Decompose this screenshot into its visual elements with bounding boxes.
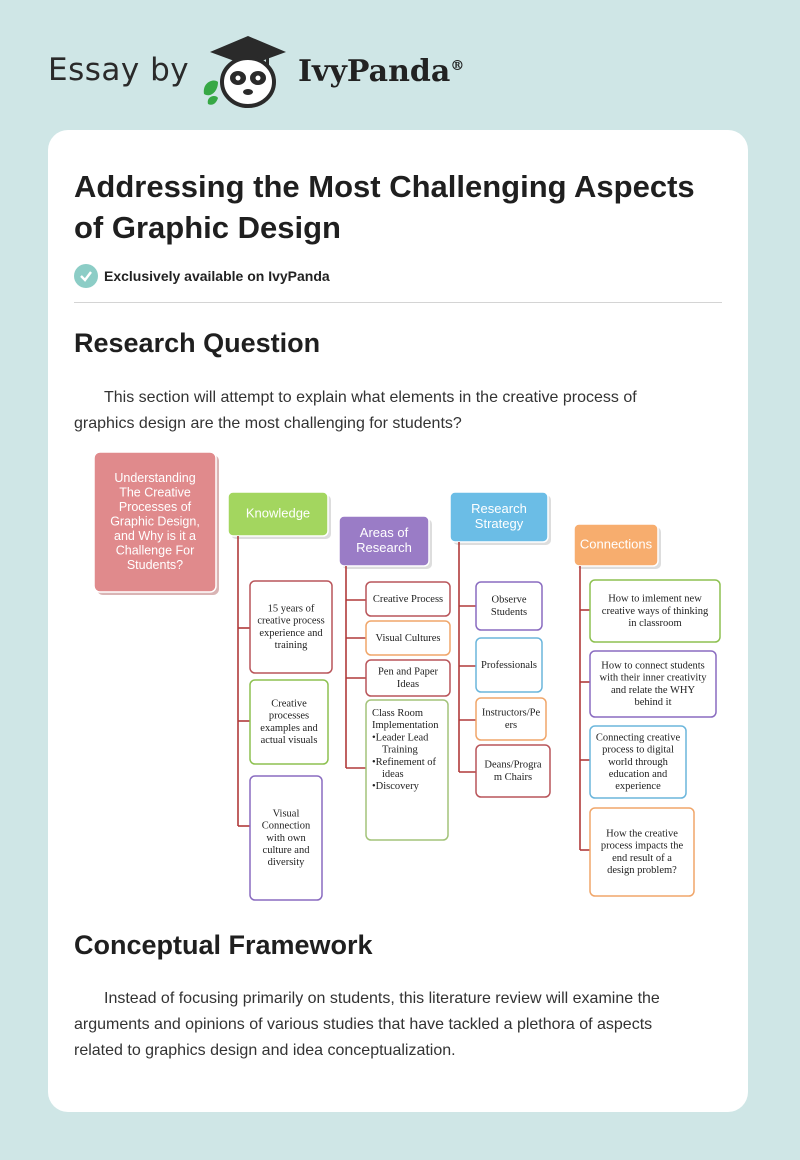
knowledge-item-text: Visual Connection with own culture and diversity <box>261 808 311 869</box>
connections-item-text: Connecting creative process to digital world through education and experience <box>595 732 681 793</box>
areas-header-label: Areas of Research <box>356 524 412 556</box>
exclusive-badge <box>74 264 330 288</box>
brand-header[interactable] <box>48 28 468 108</box>
section-heading-research-question: Research Question <box>74 328 321 358</box>
strategy-item-text: Instructors/Pe ers <box>481 707 541 731</box>
section-heading-conceptual-framework: Conceptual Framework <box>74 930 373 960</box>
strategy-item-text: Deans/Progra m Chairs <box>484 759 542 783</box>
connections-item-text: How to connect students with their inner creativity and relate the WHY behind it <box>599 660 707 709</box>
knowledge-item-text: 15 years of creative process experience and training <box>257 603 325 652</box>
badge-label: Exclusively available on IvyPanda <box>104 268 330 284</box>
knowledge-item-text: Creative processes examples and actual visuals <box>260 698 318 747</box>
divider <box>74 302 722 303</box>
knowledge-header-label: Knowledge <box>245 505 311 521</box>
brand-prefix: Essay by <box>48 52 190 88</box>
section-text-conceptual-framework: Instead of focusing primarily on students, this literature review will examine the arguments and opinions of various studies that have tackled a plethora of aspects related to graphics design and idea conceptualization. <box>74 990 660 1059</box>
check-icon <box>74 264 98 288</box>
root-node-label: Understanding The Creative Processes of Graphic Design, and Why is it a Challenge For Students? <box>110 470 200 572</box>
page-title: Addressing the Most Challenging Aspects of Graphic Design <box>74 169 695 245</box>
connections-item-text: How to imlement new creative ways of thinking in classroom <box>601 593 709 630</box>
areas-item-text: Creative Process <box>372 593 444 605</box>
strategy-item-text: Professionals <box>481 659 537 671</box>
panda-logo-icon <box>200 32 286 110</box>
section-text-research-question: This section will attempt to explain what elements in the creative process of graphics design are the most challenging for students? <box>74 389 637 432</box>
areas-item-text: Pen and Paper Ideas <box>377 666 439 690</box>
strategy-header-label: Research Strategy <box>471 500 527 532</box>
concept-diagram <box>48 448 748 908</box>
brand-name: IvyPanda® <box>298 54 465 89</box>
connections-item-text: How the creative process impacts the end result of a design problem? <box>600 828 684 877</box>
strategy-item-text: Observe Students <box>490 594 528 618</box>
connections-header-label: Connections <box>579 536 653 552</box>
article-card <box>48 130 748 1112</box>
areas-item-text: Class Room Implementation •Leader Lead Training •Refinement of ideas •Discovery <box>372 708 439 793</box>
areas-item-text: Visual Cultures <box>375 632 441 644</box>
